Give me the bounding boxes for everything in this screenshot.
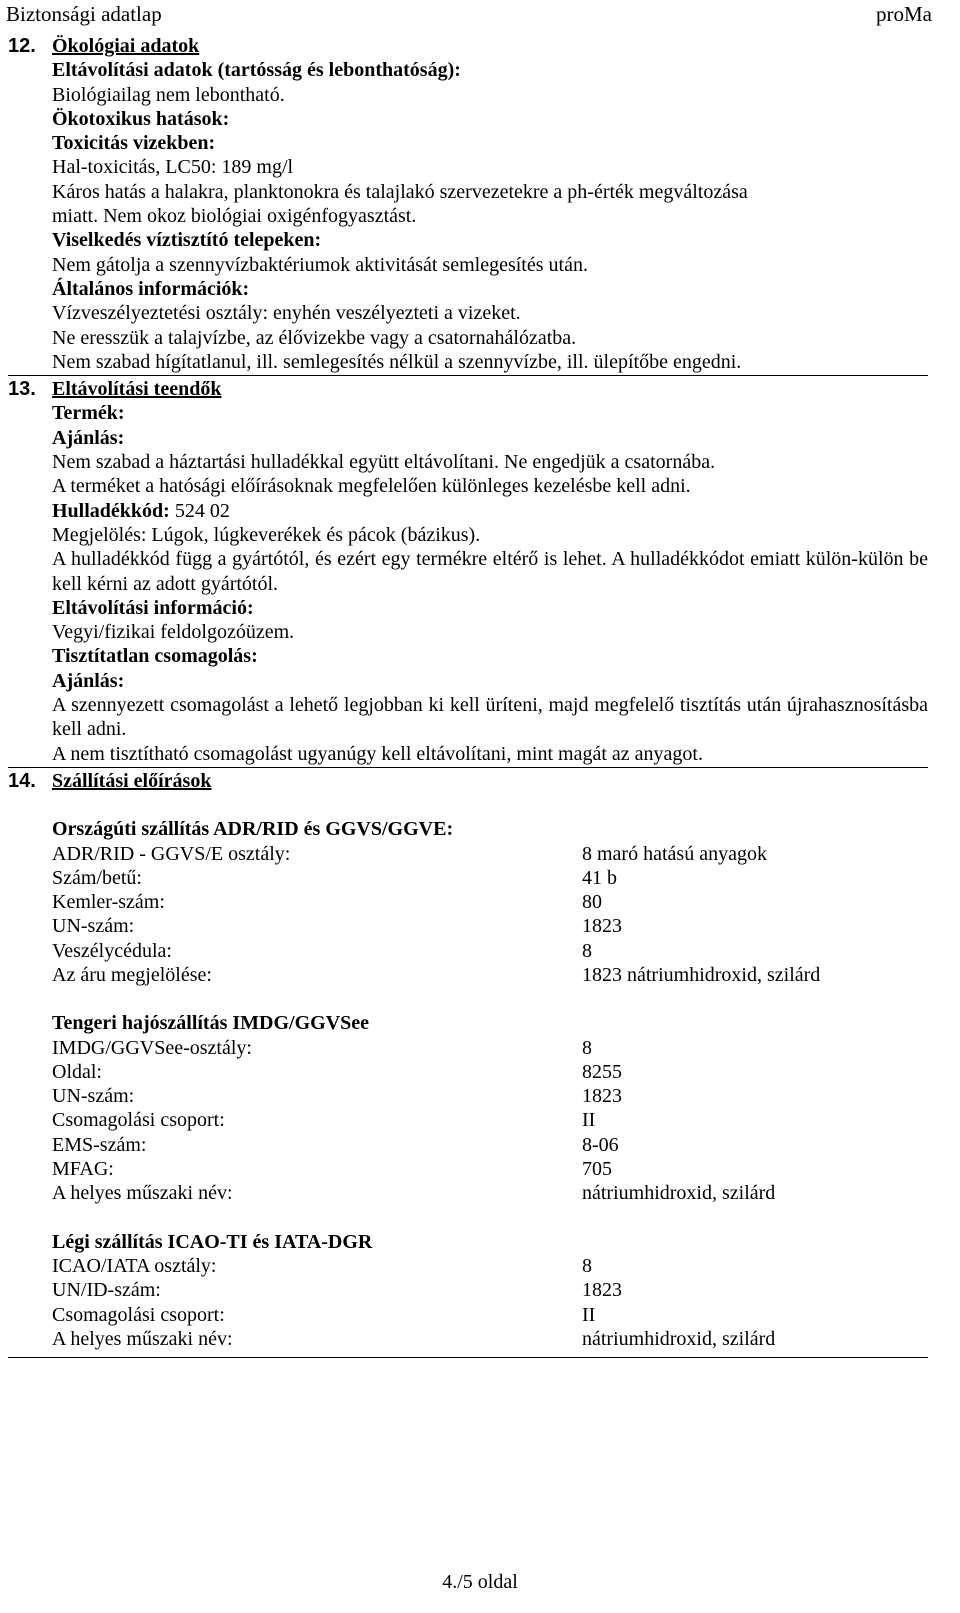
section-14-heading	[8, 769, 928, 793]
spacer	[52, 1206, 928, 1230]
paragraph: Biológiailag nem lebontható.	[52, 83, 285, 106]
section-13-heading	[8, 377, 928, 401]
subheading: Eltávolítási adatok (tartósság és lebonthatóság):	[52, 59, 461, 82]
subheading: Ökotoxikus hatások:	[52, 107, 230, 130]
road-transport-heading: Országúti szállítás ADR/RID és GGVS/GGVE:	[52, 818, 454, 841]
paragraph: Vízveszélyeztetési osztály: enyhén veszélyezteti a vizeket.	[52, 302, 521, 325]
row-value: 80	[582, 891, 602, 914]
row-label: Kemler-szám:	[52, 891, 165, 914]
row-label: UN/ID-szám:	[52, 1279, 161, 1302]
paragraph: A terméket a hatósági előírásoknak megfelelően különleges kezelésbe kell adni.	[52, 475, 691, 498]
row-label: UN-szám:	[52, 915, 135, 938]
row-value: 8	[582, 1036, 592, 1059]
row-label: A helyes műszaki név:	[52, 1182, 233, 1205]
table-row	[52, 963, 928, 987]
page-number: 4./5 oldal	[442, 1571, 518, 1593]
row-label: Szám/betű:	[52, 866, 142, 889]
paragraph: miatt. Nem okoz biológiai oxigénfogyasztást.	[52, 205, 417, 228]
row-label: EMS-szám:	[52, 1133, 147, 1156]
table-row	[52, 1060, 928, 1084]
paragraph: A szennyezett csomagolást a lehető legjobban ki kell üríteni, majd megfelelő tisztítás után újrahasznosításba kell adni.	[52, 694, 928, 741]
section-title: Szállítási előírások	[52, 769, 212, 792]
row-label: Veszélycédula:	[52, 939, 172, 962]
row-label: ICAO/IATA osztály:	[52, 1254, 217, 1277]
row-value: II	[582, 1303, 596, 1326]
paragraph: Ne eresszük a talajvízbe, az élővizekbe vagy a csatornahálózatba.	[52, 326, 577, 349]
row-label: A helyes műszaki név:	[52, 1327, 233, 1350]
paragraph: Nem gátolja a szennyvízbaktériumok aktivitását semlegesítés után.	[52, 253, 588, 276]
waste-code-label: Hulladékkód:	[52, 499, 170, 522]
subheading: Tisztítatlan csomagolás:	[52, 645, 258, 668]
air-transport-heading: Légi szállítás ICAO-TI és IATA-DGR	[52, 1230, 373, 1253]
section-divider	[8, 767, 928, 768]
row-label: ADR/RID - GGVS/E osztály:	[52, 842, 291, 865]
subheading: Ajánlás:	[52, 426, 125, 449]
subheading: Termék:	[52, 402, 125, 425]
section-number: 13.	[8, 378, 36, 401]
section-divider	[8, 375, 928, 376]
table-row	[52, 1084, 928, 1108]
table-row	[52, 1303, 928, 1327]
section-number: 14.	[8, 769, 36, 792]
row-label: Az áru megjelölése:	[52, 963, 212, 986]
waste-code-line	[52, 499, 928, 523]
air-transport-table	[52, 1254, 928, 1351]
section-title: Ökológiai adatok	[52, 35, 200, 57]
row-label: Csomagolási csoport:	[52, 1303, 225, 1326]
table-row	[52, 866, 928, 890]
row-value: 705	[582, 1158, 612, 1181]
subheading: Eltávolítási információ:	[52, 596, 254, 619]
paragraph: Vegyi/fizikai feldolgozóüzem.	[52, 621, 295, 644]
section-12-body	[8, 58, 928, 374]
row-value: 1823	[582, 915, 622, 938]
row-value: II	[582, 1109, 596, 1132]
road-transport-table	[52, 842, 928, 988]
table-row	[52, 842, 928, 866]
paragraph: Hal-toxicitás, LC50: 189 mg/l	[52, 156, 294, 179]
section-14-body	[8, 793, 928, 1351]
header-brand: proMa	[876, 2, 932, 26]
subheading: Toxicitás vizekben:	[52, 132, 216, 155]
row-value: nátriumhidroxid, szilárd	[582, 1327, 776, 1350]
paragraph: Káros hatás a halakra, planktonokra és talajlakó szervezetekre a ph-érték megváltozása	[52, 180, 748, 203]
waste-code-value: 524 02	[169, 499, 230, 522]
table-row	[52, 1327, 928, 1351]
row-label: MFAG:	[52, 1158, 114, 1181]
paragraph: Megjelölés: Lúgok, lúgkeverékek és pácok (bázikus).	[52, 523, 481, 546]
paragraph: Nem szabad a háztartási hulladékkal együtt eltávolítani. Ne engedjük a csatornába.	[52, 451, 716, 474]
section-13-body	[8, 401, 928, 765]
row-value: 1823 nátriumhidroxid, szilárd	[582, 963, 821, 986]
section-number: 12.	[8, 35, 36, 57]
row-value: 8	[582, 939, 592, 962]
row-value: 8-06	[582, 1133, 619, 1156]
row-label: Oldal:	[52, 1060, 102, 1083]
subheading: Ajánlás:	[52, 669, 125, 692]
row-value: 8	[582, 1254, 592, 1277]
table-row	[52, 890, 928, 914]
section-divider	[8, 1357, 928, 1358]
table-row	[52, 1133, 928, 1157]
row-label: Csomagolási csoport:	[52, 1109, 225, 1132]
row-value: 8255	[582, 1060, 622, 1083]
paragraph: A hulladékkód függ a gyártótól, és ezért egy termékre eltérő is lehet. A hulladékkódot emiatt külön-külön be kell kérni az adott gyártótól.	[52, 548, 928, 595]
table-row	[52, 1157, 928, 1181]
header-doc-title: Biztonsági adatlap	[6, 2, 162, 26]
spacer	[52, 987, 928, 1011]
table-row	[52, 1254, 928, 1278]
row-value: 1823	[582, 1279, 622, 1302]
document-body	[8, 34, 928, 1359]
paragraph: Nem szabad hígítatlanul, ill. semlegesítés nélkül a szennyvízbe, ill. ülepítőbe engedni.	[52, 350, 742, 373]
row-value: nátriumhidroxid, szilárd	[582, 1182, 776, 1205]
section-12-heading	[8, 34, 928, 58]
row-value: 41 b	[582, 866, 617, 889]
row-value: 8 maró hatású anyagok	[582, 842, 767, 865]
table-row	[52, 1108, 928, 1132]
subheading: Viselkedés víztisztító telepeken:	[52, 229, 322, 252]
sea-transport-heading: Tengeri hajószállítás IMDG/GGVSee	[52, 1012, 370, 1035]
table-row	[52, 939, 928, 963]
table-row	[52, 1181, 928, 1205]
table-row	[52, 1278, 928, 1302]
table-row	[52, 914, 928, 938]
section-title: Eltávolítási teendők	[52, 378, 222, 401]
row-label: UN-szám:	[52, 1085, 135, 1108]
row-value: 1823	[582, 1085, 622, 1108]
subheading: Általános információk:	[52, 277, 250, 300]
row-label: IMDG/GGVSee-osztály:	[52, 1036, 252, 1059]
table-row	[52, 1036, 928, 1060]
sea-transport-table	[52, 1036, 928, 1206]
paragraph: A nem tisztítható csomagolást ugyanúgy kell eltávolítani, mint magát az anyagot.	[52, 742, 703, 765]
spacer	[52, 793, 928, 817]
